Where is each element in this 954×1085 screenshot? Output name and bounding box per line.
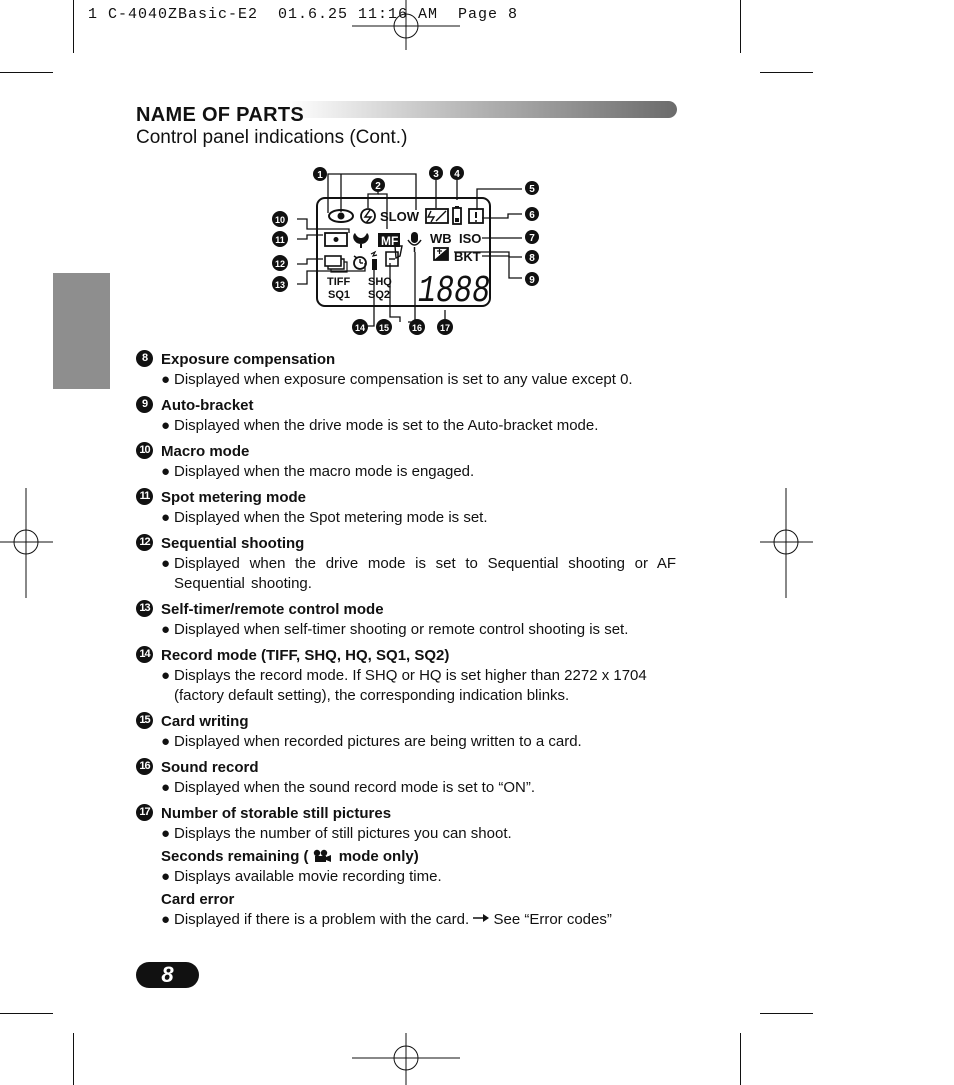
- item-description: ● Displays the number of still pictures you can shoot.: [161, 825, 512, 842]
- list-item: [136, 396, 676, 436]
- item-description: ● Displayed when recorded pictures are being written to a card.: [161, 733, 582, 750]
- crop-mark: [740, 0, 741, 53]
- macro-icon: [353, 233, 369, 248]
- item-description: ● Displayed when the Spot metering mode is set.: [161, 509, 488, 526]
- item-title: Exposure compensation: [161, 351, 336, 368]
- item-number: 14: [136, 646, 153, 663]
- card-error-description: ● Displayed if there is a problem with the card. See “Error codes”: [161, 911, 612, 928]
- crop-mark: [740, 1033, 741, 1085]
- self-timer-icon: [354, 256, 366, 269]
- seconds-remaining-description: ● Displays available movie recording time.: [161, 868, 442, 885]
- callout-2-text: 2: [375, 181, 381, 192]
- crop-mark: [760, 1013, 813, 1014]
- bullet-icon: ●: [161, 733, 171, 750]
- page-title: NAME OF PARTS: [136, 104, 304, 126]
- item-number: 13: [136, 600, 153, 617]
- item-number: 15: [136, 712, 153, 729]
- flash-off-icon: [361, 209, 375, 223]
- callout-14-text: 14: [354, 323, 366, 333]
- item-description: ● Displayed when self-timer shooting or remote control shooting is set.: [161, 621, 629, 638]
- remote-control-icon: [371, 252, 377, 270]
- item-number: 16: [136, 758, 153, 775]
- bullet-icon: ●: [161, 779, 171, 796]
- registration-mark-right: [758, 488, 814, 598]
- sq2-label: SQ2: [368, 289, 391, 301]
- bullet-icon: ●: [161, 417, 171, 434]
- sequential-shooting-icon: [325, 256, 347, 272]
- callout-17-text: 17: [439, 323, 451, 333]
- callout-6-text: 6: [529, 210, 535, 221]
- page-subtitle: Control panel indications (Cont.): [136, 127, 408, 148]
- item-number: 11: [136, 488, 153, 505]
- callout-5-text: 5: [529, 184, 535, 195]
- card-writing-icon: [386, 246, 402, 266]
- list-item: [136, 600, 676, 640]
- exposure-compensation-icon: [434, 248, 448, 260]
- microphone-icon: [408, 232, 421, 252]
- fill-flash-icon: [426, 209, 448, 223]
- callout-13-text: 13: [274, 280, 286, 290]
- item-title: Macro mode: [161, 443, 250, 460]
- item-number: 10: [136, 442, 153, 459]
- item-title: Auto-bracket: [161, 397, 254, 414]
- card-error-title: Card error: [161, 891, 235, 908]
- bullet-icon: ●: [161, 463, 171, 480]
- card-warning-icon: [469, 209, 483, 223]
- item-number: 17: [136, 804, 153, 821]
- callout-7-text: 7: [529, 233, 535, 244]
- bullet-icon: ●: [161, 371, 171, 388]
- spot-metering-icon: [325, 233, 347, 246]
- item-title: Card writing: [161, 713, 249, 730]
- callout-4-text: 4: [454, 169, 460, 180]
- sq1-label: SQ1: [328, 289, 351, 301]
- bullet-icon: ●: [161, 868, 171, 885]
- print-slug: 1 C-4040ZBasic-E2 01.6.25 11:16 AM Page 8: [88, 6, 519, 23]
- callout-11-text: 11: [275, 235, 285, 245]
- list-item: [136, 712, 676, 752]
- list-item: [136, 758, 676, 798]
- item-description: ● Displayed when the macro mode is engaged.: [161, 463, 475, 480]
- item-title: Sequential shooting: [161, 535, 305, 552]
- wb-label: WB: [430, 231, 452, 246]
- item-description: ● Displayed when exposure compensation is set to any value except 0.: [161, 371, 633, 388]
- item-number: 9: [136, 396, 153, 413]
- list-item: [136, 534, 676, 594]
- crop-mark: [760, 72, 813, 73]
- registration-mark-left: [0, 488, 55, 598]
- callout-1-text: 1: [317, 170, 323, 181]
- bkt-label: BKT: [454, 249, 481, 264]
- tiff-label: TIFF: [327, 276, 351, 288]
- item-title: Self-timer/remote control mode: [161, 601, 384, 618]
- item-description: ● Displayed when the drive mode is set to the Auto-bracket mode.: [161, 417, 599, 434]
- callouts: [272, 166, 539, 335]
- list-item: [136, 350, 676, 390]
- list-item: [136, 442, 676, 482]
- list-item: [136, 488, 676, 528]
- crop-mark: [0, 72, 53, 73]
- item-number: 8: [136, 350, 153, 367]
- callout-16-text: 16: [411, 323, 423, 333]
- callout-9-text: 9: [529, 275, 535, 286]
- control-panel-diagram: [250, 160, 550, 340]
- item-description: ● Displayed when the drive mode is set to Sequential shooting or AF Sequential shooting.: [161, 555, 676, 592]
- bullet-icon: ●: [161, 911, 171, 928]
- side-section-tab: [53, 273, 110, 389]
- bullet-icon: ●: [161, 621, 171, 638]
- registration-mark-top: [352, 0, 462, 50]
- crop-mark: [73, 0, 74, 53]
- item-description: ● Displayed when the sound record mode is set to “ON”.: [161, 779, 536, 796]
- frame-counter-digits: 1888: [418, 270, 490, 313]
- bullet-icon: ●: [161, 555, 171, 572]
- callout-12-text: 12: [274, 259, 286, 269]
- bullet-icon: ●: [161, 667, 171, 684]
- bullet-icon: ●: [161, 509, 171, 526]
- callout-10-text: 10: [274, 215, 286, 225]
- seconds-remaining-title: Seconds remaining ( mode only): [161, 848, 419, 865]
- callout-8-text: 8: [529, 253, 535, 264]
- item-description: ● Displays the record mode. If SHQ or HQ is set higher than 2272 x 1704 (factory default setting), the corresponding indication blinks.: [161, 667, 647, 704]
- item-title: Spot metering mode: [161, 489, 307, 506]
- battery-icon: [453, 206, 461, 224]
- item-title: Number of storable still pictures: [161, 805, 392, 822]
- item-title: Sound record: [161, 759, 259, 776]
- crop-mark: [73, 1033, 74, 1085]
- item-title: Record mode (TIFF, SHQ, HQ, SQ1, SQ2): [161, 647, 450, 664]
- shq-label: SHQ: [368, 276, 392, 288]
- list-item: [136, 646, 676, 706]
- movie-mode-icon: [311, 849, 333, 863]
- mf-label: MF: [381, 234, 399, 248]
- callout-15-text: 15: [378, 323, 390, 333]
- iso-label: ISO: [459, 231, 482, 246]
- list-item: [136, 804, 676, 930]
- registration-mark-bottom: [352, 1033, 462, 1085]
- crop-mark: [0, 1013, 53, 1014]
- bullet-icon: ●: [161, 825, 171, 842]
- page-number: 8: [136, 962, 199, 988]
- slow-label: SLOW: [380, 209, 419, 224]
- item-number: 12: [136, 534, 153, 551]
- arrow-right-icon: [473, 913, 489, 923]
- callout-3-text: 3: [433, 169, 439, 180]
- indications-list: [136, 350, 676, 936]
